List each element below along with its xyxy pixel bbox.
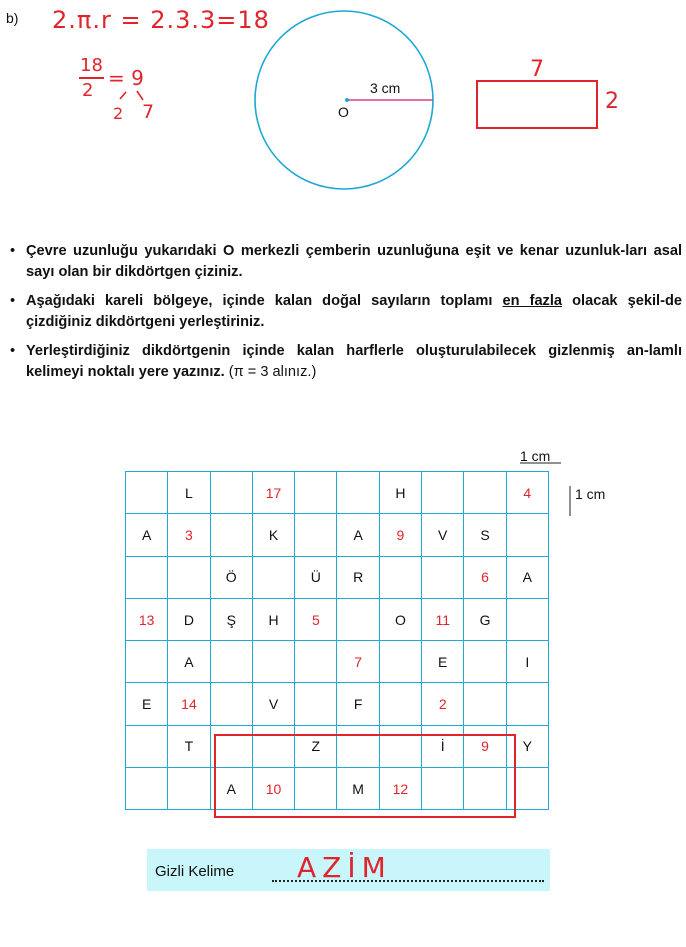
center-label: O [338,104,349,120]
grid-cell: Z [295,725,337,767]
grid-cell: F [337,683,379,725]
grid-row [126,683,549,725]
grid-cell [295,683,337,725]
grid-cell [379,556,421,598]
handwritten-rect-length: 7 [530,57,544,82]
grid-cell: V [252,683,294,725]
grid-cell: 5 [295,598,337,640]
grid-cell: 10 [252,768,294,810]
drawn-rectangle [477,81,597,128]
grid-cell [126,556,168,598]
grid-cell: A [168,641,210,683]
grid-cell [126,768,168,810]
grid-cell [464,472,506,514]
grid-cell [464,683,506,725]
grid-cell: 3 [168,514,210,556]
grid-cell [337,598,379,640]
grid-cell: E [126,683,168,725]
grid-cell: A [506,556,548,598]
grid-cell [295,514,337,556]
grid-cell [506,683,548,725]
grid-cell [210,683,252,725]
grid-cell [252,556,294,598]
handwritten-fraction-numerator: 18 [80,55,103,76]
grid-cell [337,472,379,514]
scale-horizontal: 1 cm [520,448,551,464]
grid-cell: H [252,598,294,640]
handwritten-fraction-result: = 9 [108,66,144,90]
grid-cell: 4 [506,472,548,514]
grid-cell [126,725,168,767]
grid-cell: I [506,641,548,683]
grid-cell: K [252,514,294,556]
grid-cell [422,472,464,514]
grid-cell: M [337,768,379,810]
grid-cell: Ü [295,556,337,598]
grid-cell: S [464,514,506,556]
handwritten-perimeter-calc: 2.π.r = 2.3.3=18 [52,6,270,34]
grid-cell: Ö [210,556,252,598]
grid-cell: 9 [379,514,421,556]
grid-cell [295,641,337,683]
answer-label: Gizli Kelime [155,863,235,880]
grid-cell: A [126,514,168,556]
grid-cell: 17 [252,472,294,514]
grid-cell: 14 [168,683,210,725]
grid-cell [210,514,252,556]
grid-cell: 12 [379,768,421,810]
grid-cell [126,472,168,514]
grid-cell [506,598,548,640]
answer-word: AZİM [297,851,392,884]
scale-vertical: 1 cm [575,486,606,502]
placed-rectangle [214,734,516,818]
grid-cell: L [168,472,210,514]
grid-cell: D [168,598,210,640]
grid-cell: G [464,598,506,640]
handwritten-factor-7: 7 [142,101,155,123]
grid-cell [210,641,252,683]
grid-cell: E [422,641,464,683]
grid-cell [168,768,210,810]
grid-cell: 9 [464,725,506,767]
instructions [10,241,682,391]
part-label: b) [6,10,19,26]
handwritten-factor-tree [120,91,143,100]
grid-row [126,472,549,514]
handwritten-factor-2: 2 [113,104,124,123]
grid-cell [210,472,252,514]
grid-cell: 2 [422,683,464,725]
instruction-2: • Aşağıdaki kareli bölgeye, içinde kalan doğal sayıların toplamı en fazla olacak şekil-de çizdiğiniz dikdörtgeni yerleştiriniz. [10,291,682,333]
center-point [345,98,349,102]
answer-box [147,849,550,891]
grid-cell [379,641,421,683]
grid-cell: V [422,514,464,556]
grid-cell [252,641,294,683]
grid-cell: A [210,768,252,810]
grid-cell [506,514,548,556]
grid-cell [464,641,506,683]
grid-cell: O [379,598,421,640]
grid-row [126,556,549,598]
grid-cell [422,556,464,598]
grid-cell [126,641,168,683]
grid-cell: Y [506,725,548,767]
grid-cell: 6 [464,556,506,598]
geometry-figure [0,0,686,240]
grid-cell [379,683,421,725]
grid-cell: H [379,472,421,514]
grid-cell [168,556,210,598]
grid-cell: Ş [210,598,252,640]
radius-label: 3 cm [370,80,401,96]
grid-cell: R [337,556,379,598]
grid-cell: 13 [126,598,168,640]
grid-cell: İ [422,725,464,767]
handwritten-rect-width: 2 [605,89,619,114]
instruction-3: • Yerleştirdiğiniz dikdörtgenin içinde kalan harflerle oluşturulabilecek gizlenmiş an-lamlı kelimeyi noktalı yere yazınız. (π = 3 alınız.) [10,341,682,383]
grid-row [126,598,549,640]
handwritten-fraction-denominator: 2 [82,80,94,101]
grid-row [126,514,549,556]
grid-row [126,641,549,683]
grid-cell: 11 [422,598,464,640]
grid-cell [295,472,337,514]
instruction-1: • Çevre uzunluğu yukarıdaki O merkezli çemberin uzunluğuna eşit ve kenar uzunluk-ları asal sayı olan bir dikdörtgen çiziniz. [10,241,682,283]
grid-cell: 7 [337,641,379,683]
grid-cell: A [337,514,379,556]
grid-cell: T [168,725,210,767]
